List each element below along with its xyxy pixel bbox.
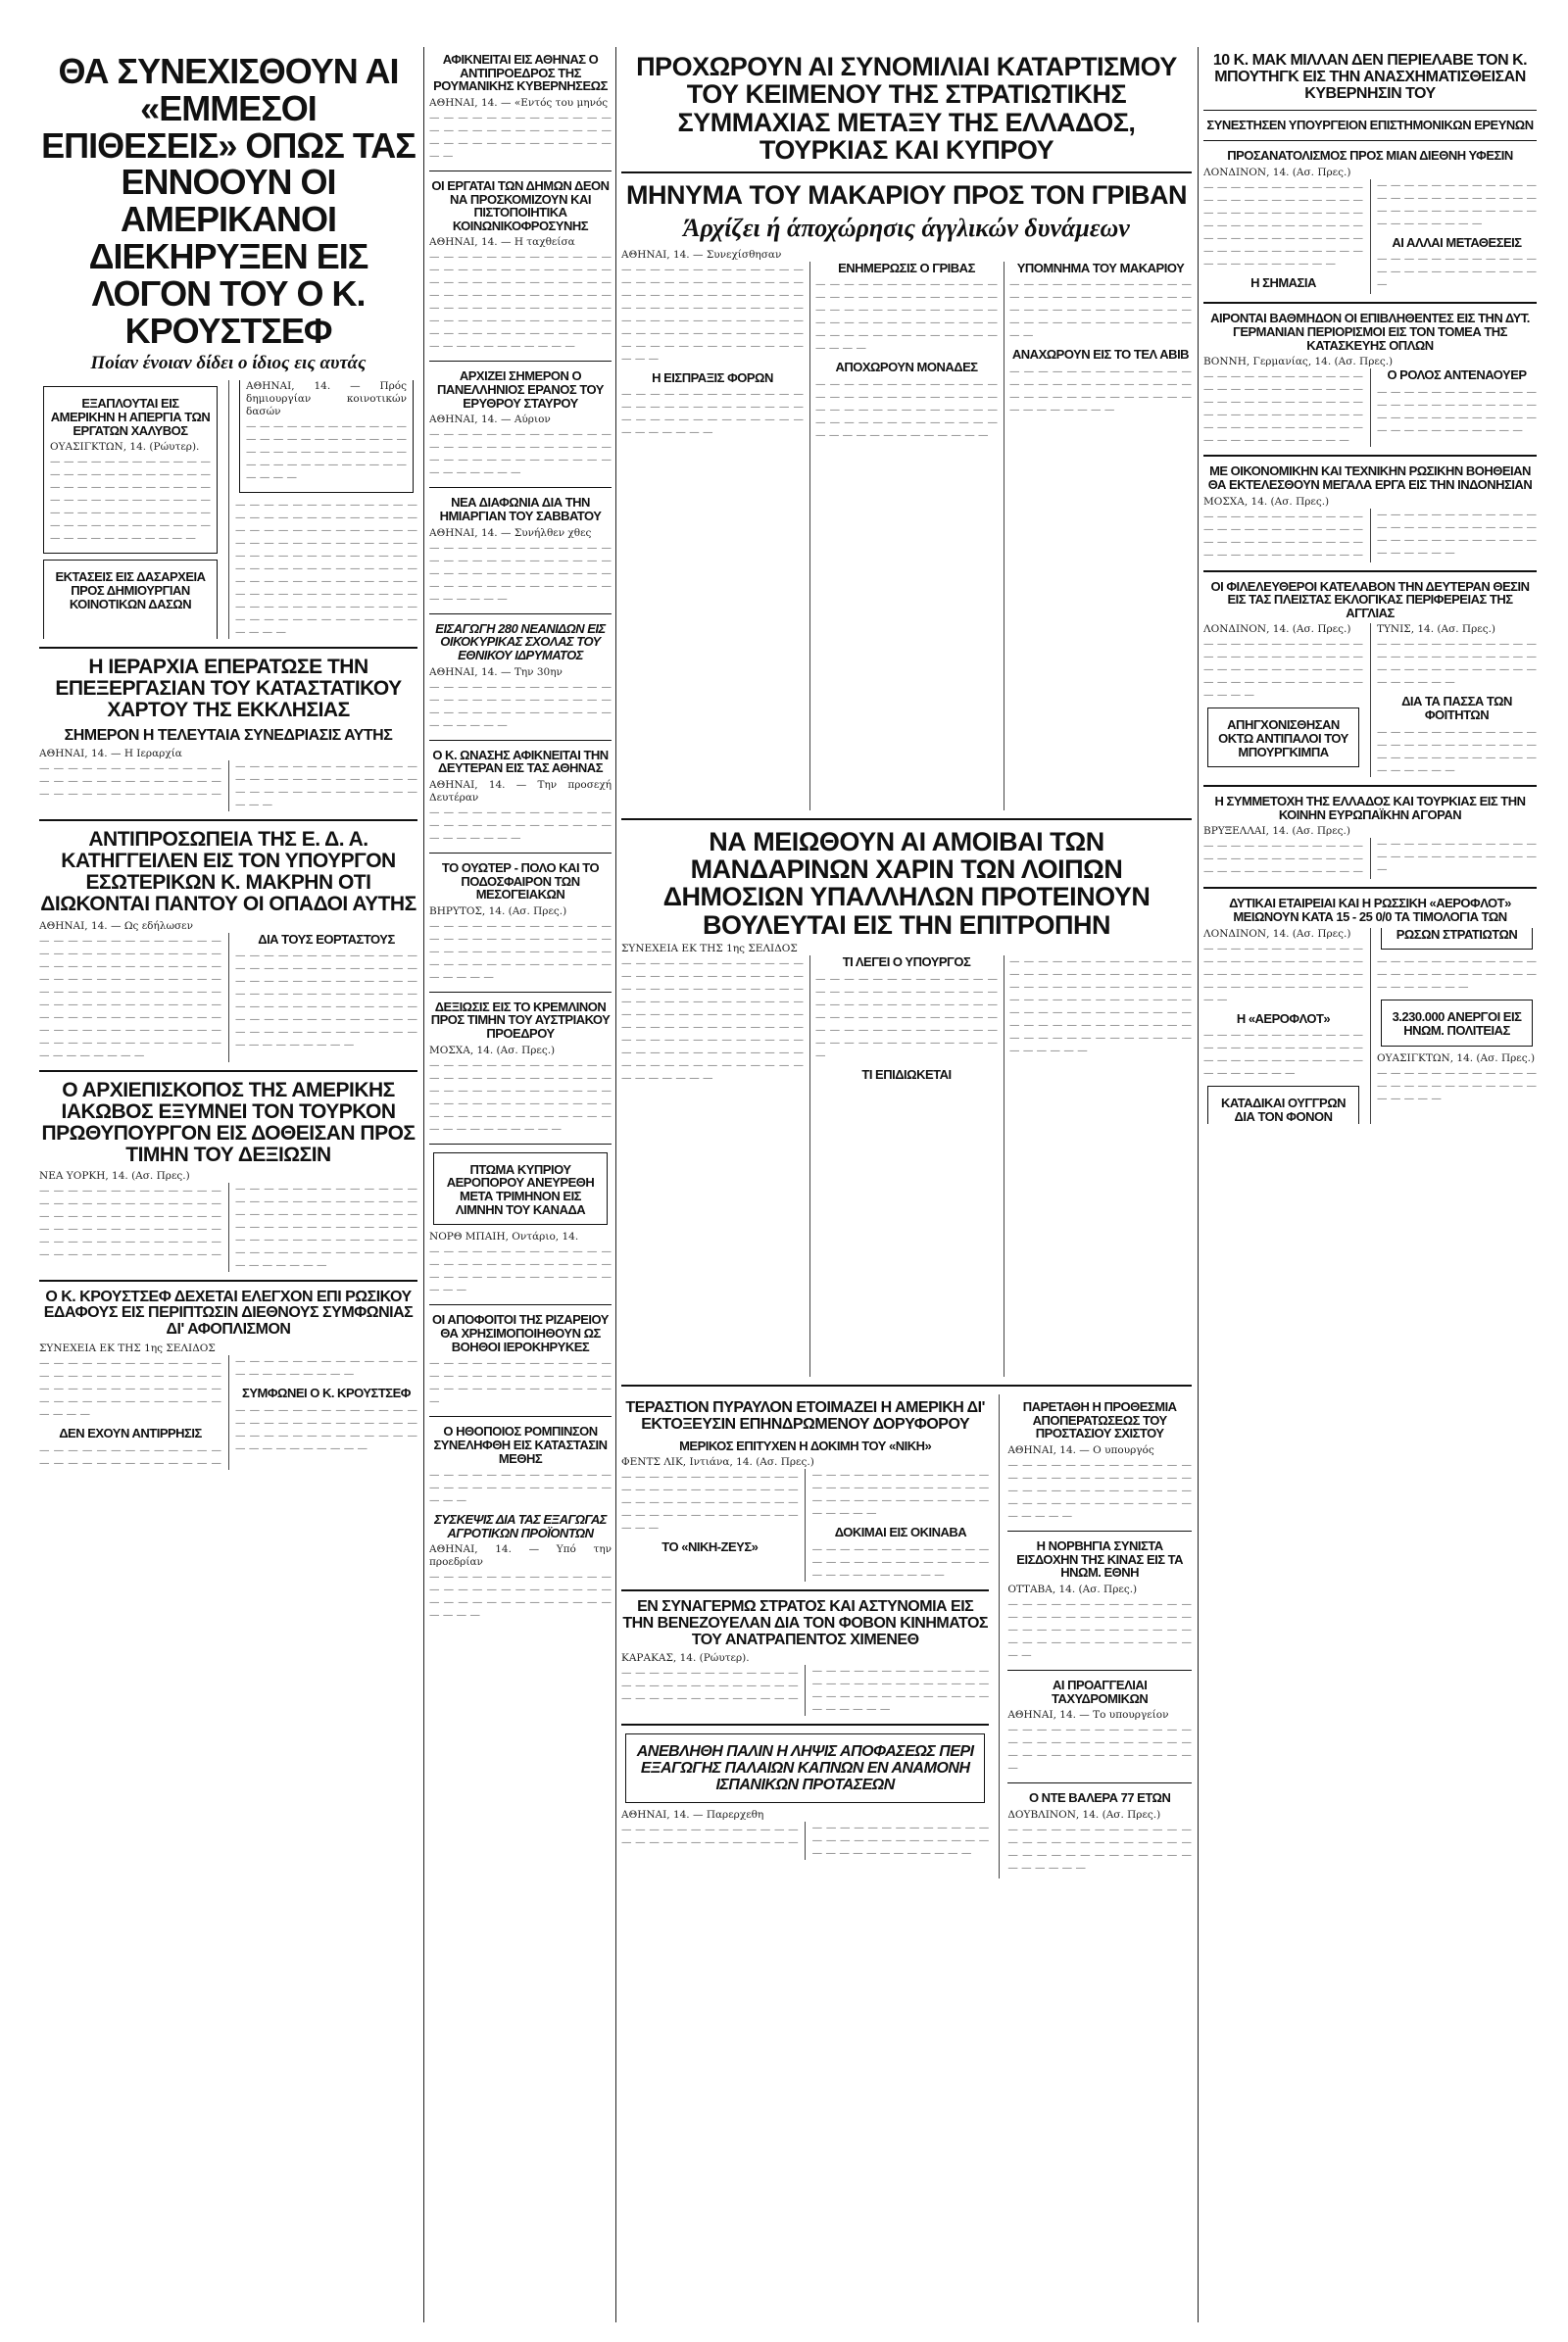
article-text: — — — — — — — — — — — — — — — — — — — — — — — — — — — — — — — — — — — — — — — — — — — — — — bbox=[429, 428, 612, 479]
article-text: — — — — — — — — — — — — — — — — — — — — — — — — — — — — — — — — — — — — — — — — — — — — — — — — — — — — — — — — — bbox=[429, 919, 612, 983]
subheadline-detente: ΠΡΟΣΑΝΑΤΟΛΙΣΜΟΣ ΠΡΟΣ ΜΙΑΝ ΔΙΕΘΝΗ ΥΦΕΣΙΝ bbox=[1227, 148, 1513, 164]
headline-de-valera: Ο ΝΤΕ ΒΑΛΕΡΑ 77 ΕΤΩΝ bbox=[1028, 1790, 1171, 1806]
headline-eda: ΑΝΤΙΠΡΟΣΩΠΕΙΑ ΤΗΣ Ε. Δ. Α. ΚΑΤΗΓΓΕΙΛΕΝ ΕΙΣ ΤΟΝ ΥΠΟΥΡΓΟΝ ΕΣΩΤΕΡΙΚΩΝ Κ. ΜΑΚΡΗΝ ΟΤΙ ΔΙΩΚΟΝΤΑΙ ΠΑΝΤΟΥ ΟΙ ΟΠΑΔΟΙ ΑΥΤΗΣ bbox=[40, 828, 416, 916]
article-text: — — — — — — — — — — — — — — — — — — — — — — — — — — — — — — — — — — — — bbox=[811, 1542, 990, 1581]
headline-girls-schools: ΕΙΣΑΓΩΓΗ 280 ΝΕΑΝΙΔΩΝ ΕΙΣ ΟΙΚΟΚΥΡΙΚΑΣ ΣΧΟΛΑΣ ΤΟΥ ΕΘΝΙΚΟΥ ΙΔΡΥΜΑΤΟΣ bbox=[435, 620, 606, 662]
headline-postal: ΑΙ ΠΡΟΑΓΓΕΛΙΑΙ ΤΑΧΥΔΡΟΜΙΚΩΝ bbox=[1052, 1677, 1149, 1706]
headline-deadline: ΠΑΡΕΤΑΘΗ Η ΠΡΟΘΕΣΜΙΑ ΑΠΟΠΕΡΑΤΩΣΕΩΣ ΤΟΥ ΠΡΟΣΤΑΣΙΟΥ ΣΧΙΣΤΟΥ bbox=[1022, 1399, 1177, 1441]
headline-military-alliance: ΠΡΟΧΩΡΟΥΝ ΑΙ ΣΥΝΟΜΙΛΙΑΙ ΚΑΤΑΡΤΙΣΜΟΥ ΤΟΥ ΚΕΙΜΕΝΟΥ ΤΗΣ ΣΤΡΑΤΙΩΤΙΚΗΣ ΣΥΜΜΑΧΙΑΣ ΜΕΤΑΞΥ ΤΗΣ ΕΛΛΑΔΟΣ, ΤΟΥΡΚΙΑΣ ΚΑΙ ΚΥΠΡΟΥ bbox=[636, 52, 1177, 166]
article-text: — — — — — — — — — — — — — — — — — — — — — — — — — — — — — — — — — — — — — — — — — — — — — bbox=[1007, 1823, 1192, 1874]
dateline: ΒΗΡΥΤΟΣ, 14. (Ασ. Πρες.) bbox=[429, 904, 567, 917]
subheadline-british-withdrawal: Άρχίζει ή άποχώρησις άγγλικών δυνάμεων bbox=[683, 213, 1130, 242]
headline-rizarios: ΟΙ ΑΠΟΦΟΙΤΟΙ ΤΗΣ ΡΙΖΑΡΕΙΟΥ ΘΑ ΧΡΗΣΙΜΟΠΟΙΗΘΟΥΝ ΩΣ ΒΟΗΘΟΙ ΙΕΡΟΚΗΡΥΚΕΣ bbox=[432, 1312, 609, 1354]
subhead-celebrants: ΔΙΑ ΤΟΥΣ ΕΟΡΤΑΣΤΟΥΣ bbox=[258, 931, 395, 947]
article-text: — — — — — — — — — — — — — — — — — — — — — — — — — — — — — — — — — — — — — — — — — — — — — — — — — — — — — — — — — — — — — — — — — — — — — — — — — — — — — — — — — — bbox=[1203, 180, 1363, 269]
article-text: — — — — — — — — — — — — — — — — — — — — — — — — — — — — — — — — — — — — — — — — — — — — — — — — — — — — bbox=[1203, 638, 1363, 702]
article-text: — — — — — — — — — — — — — — — — — — — — — — — — — — — — — bbox=[429, 1469, 612, 1507]
dateline: ΜΟΣΧΑ, 14. (Ασ. Πρες.) bbox=[1203, 495, 1330, 508]
dateline: ΑΘΗΝΑΙ, 14. — Την προσεχή Δευτέραν bbox=[429, 778, 612, 804]
headline-indonesia: ΜΕ ΟΙΚΟΝΟΜΙΚΗΝ ΚΑΙ ΤΕΧΝΙΚΗΝ ΡΩΣΙΚΗΝ ΒΟΗΘΕΙΑΝ ΘΑ ΕΚΤΕΛΕΣΘΟΥΝ ΜΕΓΑΛΑ ΕΡΓΑ ΕΙΣ ΤΗΝ ΙΝΔΟΝΗΣΙΑΝ bbox=[1207, 464, 1533, 492]
article-text: — — — — — — — — — — — — — — — — — — — — — — — — — — — — — — — — — — — — — — — — — — — — — — — — — — — — — — — — — — — — — — — — — — — — — — — — — — — — — — — — — — — — — — — — — — — — — — bbox=[621, 263, 804, 365]
article-text: — — — — — — — — — — — — — — — — — — — — — — — — — — — — — — — — — — — — — — — — — — — — — — — — — — — — — — — — — — — — — — — — — — — — — — — — — — — — — — — — — bbox=[39, 760, 417, 811]
article-text: — — — — — — — — — — — — — — — — — — — — — — — — — — — — — — — — — — — — — — — — — — — — — — — — — — — — — — — — — — bbox=[429, 541, 612, 605]
subhead-taxes: Η ΕΙΣΠΡΑΞΙΣ ΦΟΡΩΝ bbox=[652, 369, 773, 385]
column-left bbox=[39, 47, 417, 2330]
article-text: — — — — — — — — — — — — — — — — — — — — — — — — — — — — — — — — — — — — — — — — — — — — — — — — — bbox=[235, 1403, 417, 1454]
article-text: — — — — — — — — — — — — — — — — — — — — — — — — — — — — — — — — — — — — — — — — bbox=[429, 1357, 612, 1408]
dateline: ΟΥΑΣΙΓΚΤΩΝ, 14. (Ασ. Πρες.) bbox=[1377, 1051, 1536, 1064]
article-alliance bbox=[621, 262, 1192, 810]
article-text: — — — — — — — — — — — — — — — — — — — — — — — — — — — — — bbox=[1377, 1066, 1537, 1104]
dateline: ΑΘΗΝΑΙ, 14. — Υπό την προεδρίαν bbox=[429, 1543, 612, 1569]
article-text: — — — — — — — — — — — — — — — — — — — — — — — — — — — — — — — — — — — — — — — — — — — — — — — — — — — — — — — — — — — — — — — — — — — — — — — — — — — — — — — — — — — — — — — — — — — — — — — — — — — — bbox=[235, 950, 417, 1051]
dateline: ΚΑΡΑΚΑΣ, 14. (Ρώυτερ). bbox=[621, 1652, 750, 1665]
article-text: — — — — — — — — — — — — — — — — — — — — — — — — — — — — — — — — — — — — — — — — — — — — — — — — — — — — — — — — — — — — — — — — — — — — — — — — — — — — — — — bbox=[815, 972, 998, 1061]
article-text: — — — — — — — — — — — — — — — — — — — — — — — — — — — — — — — — — — — — — — — — — — — — — — — — — — — — — — — — — — — — — — — — — — — — — — — bbox=[1203, 370, 1363, 447]
column-center bbox=[621, 47, 1192, 2330]
column-rule bbox=[1198, 47, 1199, 2322]
dateline: ΑΘΗΝΑΙ, 14. — Η ταχθείσα bbox=[429, 236, 575, 249]
headline-hungarians: ΚΑΤΑΔΙΚΑΙ ΟΥΓΓΡΩΝ ΔΙΑ ΤΟΝ ΦΟΝΟΝ ΡΩΣΩΝ ΣΤΡΑΤΙΩΤΩΝ bbox=[1220, 926, 1518, 1124]
dateline: ΑΘΗΝΑΙ, 14. — Συνεχίσθησαν bbox=[621, 248, 782, 261]
article-krushchev bbox=[39, 380, 417, 639]
article-text: — — — — — — — — — — — — — — — — — — — — — — — — — — — — — — — — — — — — — — — — — — — — — — — — — — — — — — bbox=[1007, 1597, 1192, 1661]
dateline: ΑΘΗΝΑΙ, 14. — Ο υπουργός bbox=[1007, 1444, 1154, 1457]
headline-tobacco: ΑΝΕΒΛΗΘΗ ΠΑΛΙΝ Η ΛΗΨΙΣ ΑΠΟΦΑΣΕΩΣ ΠΕΡΙ ΕΞΑΓΩΓΗΣ ΠΑΛΑΙΩΝ ΚΑΠΝΩΝ ΕΝ ΑΝΑΜΟΝΗ ΙΣΠΑΝΙΚΩΝ ΠΡΟΤΑΣΕΩΝ bbox=[636, 1743, 974, 1793]
article-text: — — — — — — — — — — — — — — — — — — — — — — — — — — — — — — — — — — — — — — — — — — — — — — — bbox=[1009, 366, 1192, 415]
subheadline-hierarchy: ΣΗΜΕΡΟΝ Η ΤΕΛΕΥΤΑΙΑ ΣΥΝΕΔΡΙΑΣΙΣ ΑΥΤΗΣ bbox=[64, 726, 393, 744]
headline-rocket: ΤΕΡΑΣΤΙΟΝ ΠΥΡΑΥΛΟΝ ΕΤΟΙΜΑΖΕΙ Η ΑΜΕΡΙΚΗ ΔΙ' ΕΚΤΟΞΕΥΣΙΝ ΕΠΗΝΔΡΩΜΕΝΟΥ ΔΟΡΥΦΟΡΟΥ bbox=[625, 1399, 985, 1433]
article-text: — — — — — — — — — — — — — — — — — — — — — — — — — — — — — — — — — — — — — — — — — — — — — — — — — — — — — — — — — — — — — — — — — — — — — bbox=[815, 278, 998, 355]
article-text: — — — — — — — — — — — — — — — — — — — — — — — — — — — — — — — — — — — — — — — — — — — — — — — — — — — — — — — — — — — — — — — — — — — — — — — — — — — — — — — — — — — — — — — — — — — — — — — — — bbox=[1009, 955, 1192, 1057]
subhead-minister-says: ΤΙ ΛΕΓΕΙ Ο ΥΠΟΥΡΓΟΣ bbox=[842, 954, 971, 970]
subhead-nike-zeus: ΤΟ «ΝΙΚΗ-ΖΕΥΣ» bbox=[662, 1539, 759, 1555]
article-text: — — — — — — — — — — — — — — — — — — — — — — — — — — — — — — — — — — — — — — — — — — — — — — — — — — — — — — — — — — — — — — — — bbox=[621, 1821, 990, 1859]
article-text: — — — — — — — — — — — — — — — — — — — — — — — — — — — — — — — — — — — — — — — — — — — — — — — — — — — — — — — — — — — — — — — — — bbox=[815, 378, 998, 441]
subhead-adenauer: Ο ΡΟΛΟΣ ΑΝΤΕΝΑΟΥΕΡ bbox=[1387, 367, 1527, 383]
dateline: ΝΕΑ ΥΟΡΚΗ, 14. (Ασ. Πρες.) bbox=[39, 1169, 190, 1182]
article-text: — — — — — — — — — — — — — — — — — — — — — — — — — — — — — — — — — — — — — — — — — — — — — — — — — — — — — — — — — bbox=[1007, 1459, 1192, 1523]
dateline: ΤΥΝΙΣ, 14. (Ασ. Πρες.) bbox=[1377, 623, 1496, 636]
subhead-okinawa: ΔΟΚΙΜΑΙ ΕΙΣ ΟΚΙΝΑΒΑ bbox=[834, 1525, 967, 1540]
article-text: — — — — — — — — — — — — — — — — — — — — — — — — — — — — — — — — — — — — — — — — — — — — — — — — — — — — — — — — — — — — — — — — — — — — — — — — — — — — — — — — — — — — — — — — — — — — — — — — — — — — — — bbox=[429, 251, 612, 353]
article-text: — — — — — — — — — — — — — — — — — — — — — — — — — — — — — — — — — — — — — — — — — — — — — — — — — — — — — — bbox=[1009, 278, 1192, 342]
dateline: ΑΘΗΝΑΙ, 14. — «Εντός του μηνός bbox=[429, 96, 609, 109]
headline-common-market: Η ΣΥΜΜΕΤΟΧΗ ΤΗΣ ΕΛΛΑΔΟΣ ΚΑΙ ΤΟΥΡΚΙΑΣ ΕΙΣ ΤΗΝ ΚΟΙΝΗΝ ΕΥΡΩΠΑΪΚΗΝ ΑΓΟΡΑΝ bbox=[1214, 794, 1526, 822]
article-text: — — — — — — — — — — — — — — — — — — — — — — — — — — — — — — — — — — — — — — — — — — — — — — — — — — — — — — — — — — — — — — — — — — — — — — — — — — — bbox=[429, 1058, 612, 1135]
dateline: ΟΤΤΑΒΑ, 14. (Ασ. Πρες.) bbox=[1007, 1583, 1138, 1595]
dateline: ΑΘΗΝΑΙ, 14. — Συνήλθεν χθες bbox=[429, 526, 592, 539]
subhead-makarios-memo: ΥΠΟΜΝΗΜΑ ΤΟΥ ΜΑΚΑΡΙΟΥ bbox=[1016, 260, 1185, 275]
article-text: — — — — — — — — — — — — — — — — — — — — — — — — — — — — — — — — — — — — — — — — — — — — bbox=[811, 1469, 990, 1520]
headline-onassis: Ο Κ. ΩΝΑΣΗΣ ΑΦΙΚΝΕΙΤΑΙ ΤΗΝ ΔΕΥΤΕΡΑΝ ΕΙΣ ΤΑΣ ΑΘΗΝΑΣ bbox=[432, 747, 609, 776]
headline-steel-strike: ΕΞΑΠΛΟΥΤΑΙ ΕΙΣ ΑΜΕΡΙΚΗΝ Η ΑΠΕΡΓΙΑ ΤΩΝ ΕΡΓΑΤΩΝ ΧΑΛΥΒΟΣ bbox=[50, 396, 211, 438]
headline-municipal-workers: ΟΙ ΕΡΓΑΤΑΙ ΤΩΝ ΔΗΜΩΝ ΔΕΟΝ ΝΑ ΠΡΟΣΚΟΜΙΖΟΥΝ ΚΑΙ ΠΙΣΤΟΠΟΙΗΤΙΚΑ ΚΟΙΝΩΝΙΚΟΦΡΟΣΥΝΗΣ bbox=[431, 177, 610, 233]
dateline: ΑΘΗΝΑΙ, 14. — Ως εδήλωσεν bbox=[39, 919, 193, 932]
article-text: — — — — — — — — — — — — — — — — — — — — — — — — — — — — — — — — — — — — — — — — — — — — — bbox=[429, 680, 612, 731]
headline-makarios-message: ΜΗΝΥΜΑ ΤΟΥ ΜΑΚΑΡΙΟΥ ΠΡΟΣ ΤΟΝ ΓΡΙΒΑΝ bbox=[626, 180, 1187, 211]
article-text: — — — — — — — — — — — — — — — — — — — — — — — — — — — — — — — — — — — — — — — — — — — — — — — — — — — — — — — — — — — — — — — — — — — — — — — — — — — — — — — — — — — — — — — — — — — — — — — — — — — — — — — — — — — — — — — — — — — — — — — — — — — — — — — — — — — — — — bbox=[235, 499, 417, 639]
headline-cypriot-pilot: ΠΤΩΜΑ ΚΥΠΡΙΟΥ ΑΕΡΟΠΟΡΟΥ ΑΝΕΥΡΕΘΗ ΜΕΤΑ ΤΡΙΜΗΝΟΝ ΕΙΣ ΛΙΜΝΗΝ ΤΟΥ ΚΑΝΑΔΑ bbox=[446, 1161, 595, 1217]
headline-aeroflot: ΔΥΤΙΚΑΙ ΕΤΑΙΡΕΙΑΙ ΚΑΙ Η ΡΩΣΣΙΚΗ «ΑΕΡΟΦΛΟΤ» ΜΕΙΩΝΟΥΝ ΚΑΤΑ 15 - 25 0/0 ΤΑ ΤΙΜΟΛΟΓΙΑ ΤΩΝ bbox=[1229, 896, 1511, 924]
dateline: ΣΥΝΕΧΕΙΑ ΕΚ ΤΗΣ 1ης ΣΕΛΙΔΟΣ bbox=[39, 1342, 216, 1355]
headline-archbishop: Ο ΑΡΧΙΕΠΙΣΚΟΠΟΣ ΤΗΣ ΑΜΕΡΙΚΗΣ ΙΑΚΩΒΟΣ ΕΞΥΜΝΕΙ ΤΟΝ ΤΟΥΡΚΟΝ ΠΡΩΘΥΠΟΥΡΓΟΝ ΕΙΣ ΔΟΘΕΙΣΑΝ ΠΡΟΣ ΤΙΜΗΝ ΤΟΥ ΔΕΞΙΩΣΙΝ bbox=[41, 1078, 416, 1166]
headline-forests: ΕΚΤΑΣΕΙΣ ΕΙΣ ΔΑΣΑΡΧΕΙΑ ΠΡΟΣ ΔΗΜΙΟΥΡΓΙΑΝ ΚΟΙΝΟΤΙΚΩΝ ΔΑΣΩΝ bbox=[55, 569, 206, 611]
article-text: — — — — — — — — — — — — — — — — — — — — — — — — — — — — — — — — — — — — — — — — — — — bbox=[1203, 1029, 1363, 1080]
headline-water-polo: ΤΟ ΟΥΩΤΕΡ - ΠΟΛΟ ΚΑΙ ΤΟ ΠΟΔΟΣΦΑΙΡΟΝ ΤΩΝ ΜΕΣΟΓΕΙΑΚΩΝ bbox=[441, 859, 600, 903]
article-text: — — — — — — — — — — — — — — — — — — — — — — — — — — — — — — — — — — — — — — — — — — — — — — — — — — — — — — — — — — — — — — — — — — — — — — — — — — — — — — — — — — — — — — — — — — bbox=[1203, 508, 1537, 561]
headline-liberals: ΟΙ ΦΙΛΕΛΕΥΘΕΡΟΙ ΚΑΤΕΛΑΒΟΝ ΤΗΝ ΔΕΥΤΕΡΑΝ ΘΕΣΙΝ ΕΙΣ ΤΑΣ ΠΛΕΙΣΤΑΣ ΕΚΛΟΓΙΚΑΣ ΠΕΡΙΦΕΡΕΙΑΣ ΤΗΣ ΑΓΓΛΙΑΣ bbox=[1210, 578, 1530, 620]
headline-agricultural-exports: ΣΥΣΚΕΨΙΣ ΔΙΑ ΤΑΣ ΕΞΑΓΩΓΑΣ ΑΓΡΟΤΙΚΩΝ ΠΡΟΪΟΝΤΩΝ bbox=[434, 1512, 607, 1540]
article-text: — — — — — — — — — — — — — — — — — — — — — — — — — — — — — — — — — — — — — — — — — — — — — — — — — — — — — — — — — — — — — — — — — — — — — — — — — — — — — — — — — — — — — — — — — — — — — — — — — — — — — — — — — — — — — — — — — — — — — — — — — — — — — bbox=[39, 934, 221, 1061]
article-text: — — — — — — — — — — — — — — — — — — — — — — — — — — — — — — — — — — — — — — — — — — — — — — — — — — — — — — — — — — — — — — — — — — — — — — — — — — — — — — — — — — — — — — — — — — — — — — — — — — — — — — — — — — — — — — — — — — — — — — — — — — — — bbox=[621, 957, 804, 1085]
headline-unemployed: 3.230.000 ΑΝΕΡΓΟΙ ΕΙΣ ΗΝΩΜ. ΠΟΛΙΤΕΙΑΣ bbox=[1392, 1009, 1522, 1038]
article-text: — — — — — — — — — — — — — — — — — — — — — — — — — — — — — — — — — — — — — — — — — — — — — — — — — — — — bbox=[246, 420, 407, 484]
headline-kremlin: ΔΕΞΙΩΣΙΣ ΕΙΣ ΤΟ ΚΡΕΜΛΙΝΟΝ ΠΡΟΣ ΤΙΜΗΝ ΤΟΥ ΑΥΣΤΡΙΑΚΟΥ ΠΡΟΕΔΡΟΥ bbox=[430, 999, 611, 1042]
headline-krushchev-attacks: ΘΑ ΣΥΝΕΧΙΣΘΟΥΝ ΑΙ «ΕΜΜΕΣΟΙ ΕΠΙΘΕΣΕΙΣ» ΟΠΩΣ ΤΑΣ ΕΝΝΟΟΥΝ ΟΙ ΑΜΕΡΙΚΑΝΟΙ ΔΙΕΚΗΡΥΞΕΝ ΕΙΣ ΛΟΓΟΝ ΤΟΥ Ο Κ. ΚΡΟΥΣΤΣΕΦ bbox=[41, 51, 416, 351]
subhead-significance: Η ΣΗΜΑΣΙΑ bbox=[1250, 274, 1316, 290]
dateline: ΝΟΡΘ ΜΠΑΙΗ, Οντάριο, 14. bbox=[429, 1231, 579, 1244]
article-text: — — — — — — — — — — — — — — — — — — — — — — — — — — — — — — — — — — — — — — — — — — — — — — — — — — — — — — — — bbox=[39, 1357, 221, 1421]
subhead-other-transfers: ΑΙ ΑΛΛΑΙ ΜΕΤΑΘΕΣΕΙΣ bbox=[1392, 234, 1522, 250]
article-text: — — — — — — — — — — — — — — — — — — — — — — — — — — — — — — — — — — — — — — — — — — — — — — — — — — bbox=[1203, 942, 1363, 1005]
article-mandarins bbox=[621, 955, 1192, 1377]
article-text: — — — — — — — — — — — — — — — — — — — — — — — — — — — — — — — — — — — — — — — — — — — bbox=[429, 1571, 612, 1622]
dateline: ΟΥΑΣΙΓΚΤΩΝ, 14. (Ρώυτερ). bbox=[50, 441, 200, 454]
subhead-aeroflot: Η «ΑΕΡΟΦΛΟΤ» bbox=[1236, 1010, 1331, 1026]
article-text: — — — — — — — — — — — — — — — — — — — — — — — — — — — — — — — — — — — — — — — — — — — — bbox=[1377, 178, 1537, 229]
article-text: — — — — — — — — — — — — — — — — — — — — — — — — — — — — — — — — — — — — — — — — — — — — — — — — — — — — — — — — — — — — — — — — — — — — — — — — — — — — — — — — — — — bbox=[50, 456, 211, 545]
subhead-grivas: ΕΝΗΜΕΡΩΣΙΣ Ο ΓΡΙΒΑΣ bbox=[838, 260, 975, 275]
dateline: ΑΘΗΝΑΙ, 14. — Την 30ην bbox=[429, 665, 563, 678]
subhead-aim: ΤΙ ΕΠΙΔΙΩΚΕΤΑΙ bbox=[861, 1066, 952, 1082]
headline-hierarchy: Η ΙΕΡΑΡΧΙΑ ΕΠΕΡΑΤΩΣΕ ΤΗΝ ΕΠΕΞΕΡΓΑΣΙΑΝ ΤΟΥ ΚΑΤΑΣΤΑΤΙΚΟΥ ΧΑΡΤΟΥ ΤΗΣ ΕΚΚΛΗΣΙΑΣ bbox=[55, 656, 402, 722]
dateline: ΜΟΣΧΑ, 14. (Ασ. Πρες.) bbox=[429, 1044, 556, 1056]
subhead-units-depart: ΑΠΟΧΩΡΟΥΝ ΜΟΝΑΔΕΣ bbox=[835, 360, 978, 375]
headline-venezuela: ΕΝ ΣΥΝΑΓΕΡΜΩ ΣΤΡΑΤΟΣ ΚΑΙ ΑΣΤΥΝΟΜΙΑ ΕΙΣ ΤΗΝ ΒΕΝΕΖΟΥΕΛΑΝ ΔΙΑ ΤΟΝ ΦΟΒΟΝ ΚΙΝΗΜΑΤΟΣ ΤΟΥ ΑΝΑΤΡΑΠΕΝΤΟΣ ΧΙΜΕΝΕΘ bbox=[622, 1597, 988, 1648]
column-second bbox=[429, 47, 612, 2330]
headline-red-cross: ΑΡΧΙΖΕΙ ΣΗΜΕΡΟΝ Ο ΠΑΝΕΛΛΗΝΙΟΣ ΕΡΑΝΟΣ ΤΟΥ ΕΡΥΘΡΟΥ ΣΤΑΥΡΟΥ bbox=[437, 368, 604, 411]
headline-robinson: Ο ΗΘΟΠΟΙΟΣ ΡΟΜΠΙΝΣΟΝ ΣΥΝΕΛΗΦΘΗ ΕΙΣ ΚΑΤΑΣΤΑΣΙΝ ΜΕΘΗΣ bbox=[433, 1424, 608, 1466]
column-rule bbox=[423, 47, 424, 2322]
dateline: ΛΟΝΔΙΝΟΝ, 14. (Ασ. Πρες.) bbox=[1203, 927, 1351, 940]
headline-norway-china: Η ΝΟΡΒΗΓΙΑ ΣΥΝΙΣΤΑ ΕΙΣΔΟΧΗΝ ΤΗΣ ΚΙΝΑΣ ΕΙΣ ΤΑ ΗΝΩΜ. ΕΘΝΗ bbox=[1016, 1538, 1184, 1581]
article-text: — — — — — — — — — — — — — — — — — — — — — — — — — — — — — — — — — — — — — — — — — — — — — — — — bbox=[39, 1355, 417, 1469]
dateline: ΑΘΗΝΑΙ, 14. — Το υπουργείον bbox=[1007, 1709, 1169, 1722]
headline-macmillan: 10 Κ. ΜΑΚ ΜΙΛΛΑΝ ΔΕΝ ΠΕΡΙΕΛΑΒΕ ΤΟΝ Κ. ΜΠΟΥΤΗΓΚ ΕΙΣ ΤΗΝ ΑΝΑΣΧΗΜΑΤΙΣΘΕΙΣΑΝ ΚΥΒΕΡΝΗΣΙΝ ΤΟΥ bbox=[1212, 52, 1528, 102]
dateline: ΔΟΥΒΛΙΝΟΝ, 14. (Ασ. Πρες.) bbox=[1007, 1808, 1161, 1821]
article-text: — — — — — — — — — — — — — — — — — — — — — — — — — — — — — — — — — — — — — — — — — — bbox=[1377, 638, 1537, 689]
headline-romanian-vp: ΑΦΙΚΝΕΙΤΑΙ ΕΙΣ ΑΘΗΝΑΣ Ο ΑΝΤΙΠΡΟΕΔΡΟΣ ΤΗΣ ΡΟΥΜΑΝΙΚΗΣ ΚΥΒΕΡΝΗΣΕΩΣ bbox=[433, 52, 608, 94]
subhead-bourguiba: ΑΠΗΓΧΟΝΙΣΘΗΣΑΝ ΟΚΤΩ ΑΝΤΙΠΑΛΟΙ ΤΟΥ ΜΠΟΥΡΓΚΙΜΠΑ bbox=[1218, 717, 1348, 759]
column-right bbox=[1203, 47, 1537, 2330]
article-text: — — — — — — — — — — — — — — — — — — — — — — — — — — — — — — — — — — — — — — — — — — — — — — — — — — — — — — — — — — — — — — — — — — — — — — — — — — — — — — — — — — — — bbox=[621, 1665, 990, 1716]
subheadline-science-ministry: ΣΥΝΕΣΤΗΣΕΝ ΥΠΟΥΡΓΕΙΟΝ ΕΠΙΣΤΗΜΟΝΙΚΩΝ ΕΡΕΥΝΩΝ bbox=[1206, 118, 1534, 133]
article-text: — — — — — — — — — — — — — — — — — — — — — — — — — bbox=[1377, 253, 1537, 291]
headline-saturday: ΝΕΑ ΔΙΑΦΩΝΙΑ ΔΙΑ ΤΗΝ ΗΜΙΑΡΓΙΑΝ ΤΟΥ ΣΑΒΒΑΤΟΥ bbox=[439, 495, 602, 524]
article-text: — — — — — — — — — — — — — — — — — — — — — — — — — — — — — — — — — — — — — — — — — — bbox=[429, 1245, 612, 1296]
subhead-krushchev-agrees: ΣΥΜΦΩΝΕΙ Ο Κ. ΚΡΟΥΣΤΣΕΦ bbox=[242, 1386, 411, 1401]
article-text: — — — — — — — — — — — — — — — — — — — — — — — — — — — — — — — bbox=[1377, 955, 1537, 994]
dateline: ΛΟΝΔΙΝΟΝ, 14. (Ασ. Πρες.) bbox=[1203, 166, 1351, 178]
dateline: ΒΡΥΞΕΛΛΑΙ, 14. (Ασ. Πρες.) bbox=[1203, 825, 1350, 838]
dateline: ΦΕΝΤΣ ΛΙΚ, Ιντιάνα, 14. (Ασ. Πρες.) bbox=[621, 1456, 814, 1469]
article-text: — — — — — — — — — — — — — — — — — — — — — — — — — — — — — — — — — — — — — — — — — bbox=[429, 111, 612, 162]
dateline: ΒΟΝΝΗ, Γερμανίας, 14. (Ασ. Πρες.) bbox=[1203, 356, 1394, 368]
article-text: — — — — — — — — — — — — — — — — — — — — — — — — — — — — — — — — — — — — — — — — — — — — — — — bbox=[1377, 385, 1537, 436]
subhead-student-pass: ΔΙΑ ΤΑ ΠΑΣΣΑ ΤΩΝ ΦΟΙΤΗΤΩΝ bbox=[1401, 694, 1512, 723]
article-text: — — — — — — — — — — — — — — — — — — — — — — — — — — — — — — — — — bbox=[429, 805, 612, 844]
headline-disarmament: Ο Κ. ΚΡΟΥΣΤΣΕΦ ΔΕΧΕΤΑΙ ΕΛΕΓΧΟΝ ΕΠΙ ΡΩΣΙΚΟΥ ΕΔΑΦΟΥΣ ΕΙΣ ΠΕΡΙΠΤΩΣΙΝ ΔΙΕΘΝΟΥΣ ΣΥΜΦΩΝΙΑΣ ΔΙ' ΑΦΟΠΛΙΣΜΟΝ bbox=[43, 1288, 414, 1339]
headline-germany-arms: ΑΙΡΟΝΤΑΙ ΒΑΘΜΗΔΟΝ ΟΙ ΕΠΙΒΛΗΘΕΝΤΕΣ ΕΙΣ ΤΗΝ ΔΥΤ. ΓΕΡΜΑΝΙΑΝ ΠΕΡΙΟΡΙΣΜΟΙ ΕΙΣ ΤΟΝ ΤΟΜΕΑ ΤΗΣ ΚΑΤΑΣΚΕΥΗΣ ΟΠΛΩΝ bbox=[1210, 311, 1530, 353]
dateline: ΑΘΗΝΑΙ, 14. — Πρός δημιουργίαν κοινοτικών δασών bbox=[246, 380, 407, 418]
article-text: — — — — — — — — — — — — — — — — — — — — — — — — — — — — — — — — — — — — — — — — — — — — — — — — — — — — — — — — — — — — — bbox=[1203, 838, 1537, 878]
subhead-no-objection: ΔΕΝ ΕΧΟΥΝ ΑΝΤΙΡΡΗΣΙΣ bbox=[59, 1426, 202, 1441]
dateline: ΑΘΗΝΑΙ, 14. — Η Ιεραρχία bbox=[39, 748, 182, 760]
dateline: ΑΘΗΝΑΙ, 14. — Παρερχεθη bbox=[621, 1808, 764, 1821]
article-text: — — — — — — — — — — — — — — — — — — — — — — — — — — — — — — — — — — — — — — — — — — bbox=[1377, 725, 1537, 776]
article-text: — — — — — — — — — — — — — — — — — — — — — — — — — — — — — — — — — — — — — — — — — — — — — — bbox=[621, 388, 804, 439]
subhead-tel-aviv: ΑΝΑΧΩΡΟΥΝ ΕΙΣ ΤΟ ΤΕΛ ΑΒΙΒ bbox=[1011, 347, 1190, 363]
column-rule bbox=[615, 47, 616, 2322]
article-text: — — — — — — — — — — — — — — — — — — — — — — — — — — — — — — — — — — — — — — — — — — — — — — — — — — — — — — — — — — — — — — — — — — — — — — — — — — — — — — — — — — — — — — — — — — — — — — — — — — — — — — — — — — — — — — — — — — — — — — — — — — — — — — — — — — — — — — — — — — — — — — — — — — — — — — — — — — — — — — — — — — — bbox=[39, 1182, 417, 1271]
subheadline-krushchev: Ποίαν ένοιαν δίδει ο ίδιος εις αυτάς bbox=[90, 353, 367, 374]
dateline: ΣΥΝΕΧΕΙΑ ΕΚ ΤΗΣ 1ης ΣΕΛΙΔΟΣ bbox=[621, 943, 798, 955]
dateline: ΛΟΝΔΙΝΟΝ, 14. (Ασ. Πρες.) bbox=[1203, 623, 1351, 636]
article-text: — — — — — — — — — — — — — — — — — — — — — — — — — — — — — — — — — — — — — — — — bbox=[1007, 1724, 1192, 1775]
subheadline-nike: ΜΕΡΙΚΟΣ ΕΠΙΤΥΧΕΝ Η ΔΟΚΙΜΗ ΤΟΥ «ΝΙΚΗ» bbox=[679, 1438, 932, 1453]
article-text: — — — — — — — — — — — — — — — — — — — — — — — — — — — — — — — — — — — — — — — — — — — — — — — — — — — — — — — bbox=[621, 1471, 799, 1535]
dateline: ΑΘΗΝΑΙ, 14. — Αύριον bbox=[429, 414, 551, 426]
headline-mandarins: ΝΑ ΜΕΙΩΘΟΥΝ ΑΙ ΑΜΟΙΒΑΙ ΤΩΝ ΜΑΝΔΑΡΙΝΩΝ ΧΑΡΙΝ ΤΩΝ ΛΟΙΠΩΝ ΔΗΜΟΣΙΩΝ ΥΠΑΛΛΗΛΩΝ ΠΡΟΤΕΙΝΟΥΝ ΒΟΥΛΕΥΤΑΙ ΕΙΣ ΤΗΝ ΕΠΙΤΡΟΠΗΝ bbox=[662, 826, 1151, 940]
